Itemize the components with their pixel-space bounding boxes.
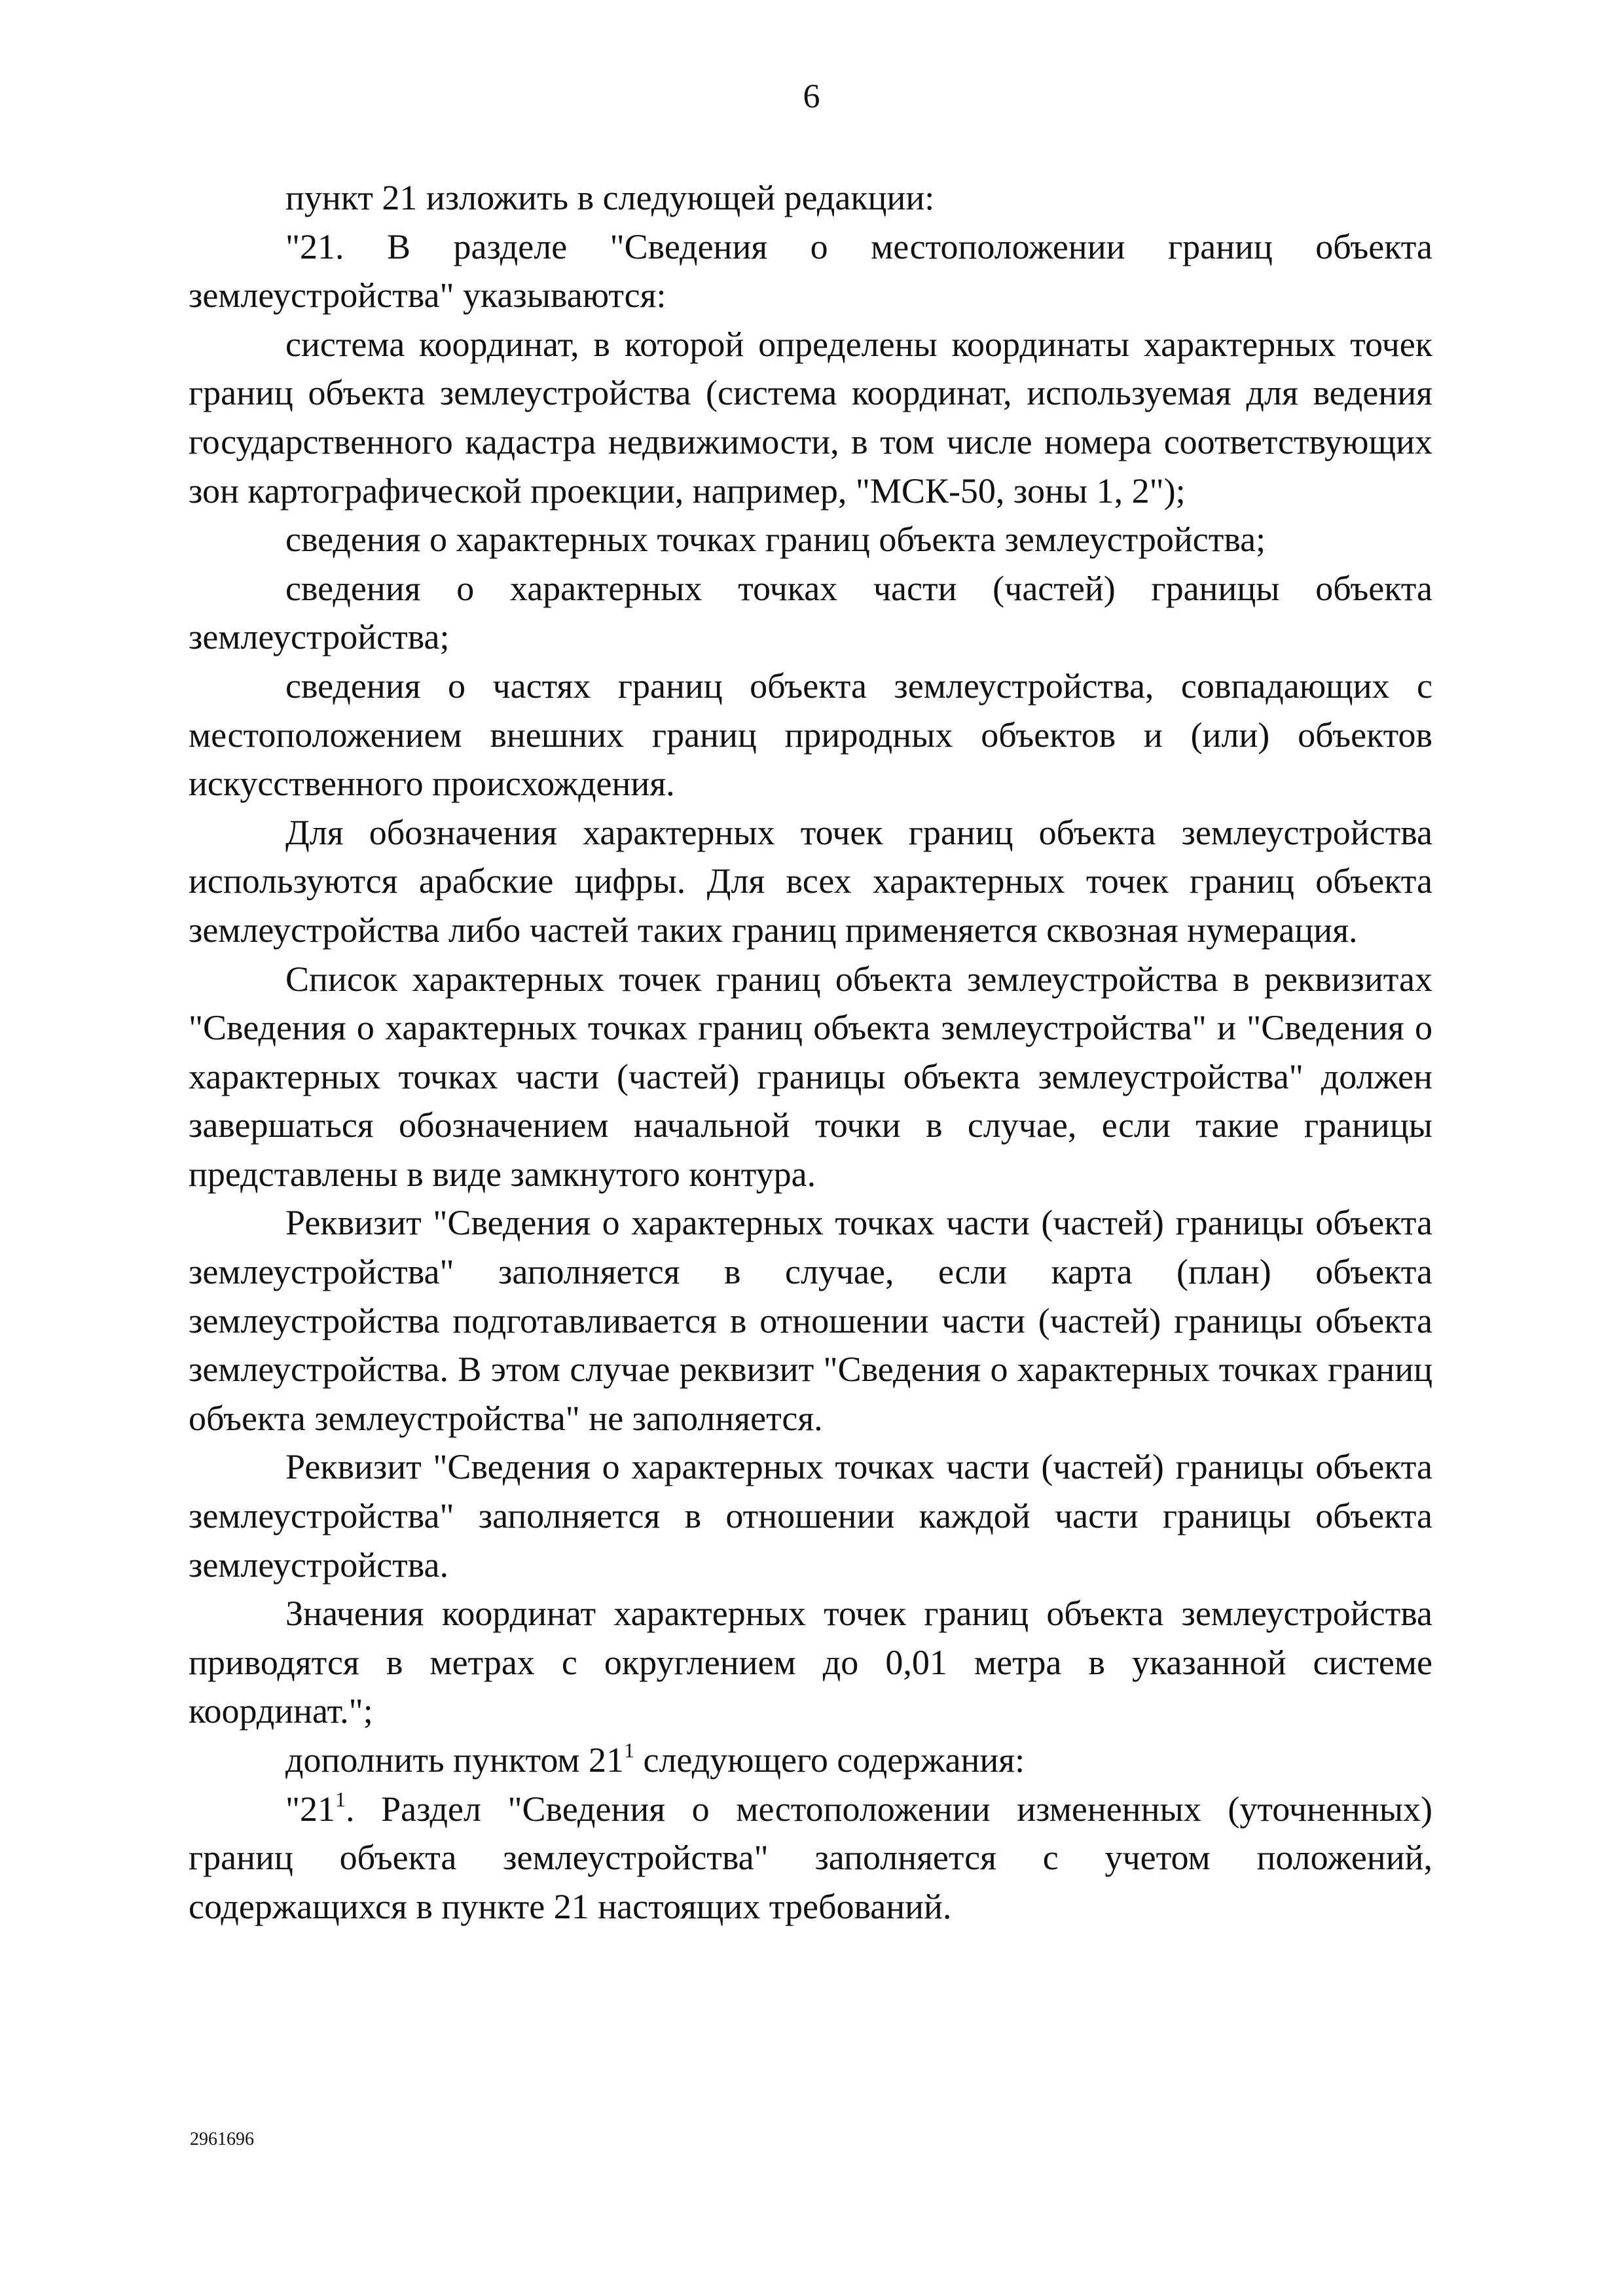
addition-text-before: дополнить пунктом 21 [285, 1740, 624, 1780]
page-number: 6 [803, 78, 820, 115]
paragraph: сведения о частях границ объекта землеустройства, совпадающих с местоположением внешних границ природных объектов и (или) объектов искусственного происхождения. [189, 666, 1432, 804]
paragraph: Список характерных точек границ объекта землеустройства в реквизитах "Сведения о характерных точках границ объекта землеустройства" и "Сведения о характерных точках части (частей) границы объекта землеустройства" должен завершаться обозначением начальной точки в случае, если такие границы представлены в виде замкнутого контура. [189, 959, 1432, 1194]
paragraph: пункт 21 изложить в следующей редакции: [285, 178, 935, 217]
paragraph: Реквизит "Сведения о характерных точках части (частей) границы объекта землеустройства" заполняется в отношении каждой части границы объекта землеустройства. [189, 1447, 1432, 1585]
paragraph: система координат, в которой определены координаты характерных точек границ объекта землеустройства (система координат, используемая для ведения государственного кадастра недвижимости, в том числе номера соответствующих зон картографической проекции, например, "МСК-50, зоны 1, 2"); [189, 324, 1432, 511]
new-point-text-after: . Раздел "Сведения о местоположении измененных (уточненных) границ объекта землеустройства" заполняется с учетом положений, содержащихся в пункте 21 настоящих требований. [189, 1789, 1432, 1926]
superscript: 1 [335, 1787, 346, 1811]
superscript: 1 [623, 1738, 634, 1762]
addition-text-after: следующего содержания: [634, 1740, 1025, 1780]
new-point-paragraph [189, 1785, 1432, 1931]
paragraph: Реквизит "Сведения о характерных точках части (частей) границы объекта землеустройства" заполняется в случае, если карта (план) объекта землеустройства подготавливается в отношении части (частей) границы объекта землеустройства. В этом случае реквизит "Сведения о характерных точках границ объекта землеустройства" не заполняется. [189, 1203, 1432, 1438]
paragraph: сведения о характерных точках границ объекта землеустройства; [285, 520, 1266, 560]
paragraph: "21. В разделе "Сведения о местоположении границ объекта землеустройства" указываются: [189, 226, 1432, 315]
addition-paragraph [189, 1736, 1432, 1785]
document-body [189, 173, 1432, 1931]
document-id: 2961696 [190, 2129, 254, 2149]
new-point-text-before: "21 [285, 1789, 336, 1829]
paragraph: Для обозначения характерных точек границ объекта землеустройства используются арабские цифры. Для всех характерных точек границ объекта землеустройства либо частей таких границ применяется сквозная нумерация. [189, 812, 1432, 950]
paragraph: сведения о характерных точках части (частей) границы объекта землеустройства; [189, 568, 1432, 657]
paragraph: Значения координат характерных точек границ объекта землеустройства приводятся в метрах с округлением до 0,01 метра в указанной системе координат."; [189, 1594, 1432, 1731]
